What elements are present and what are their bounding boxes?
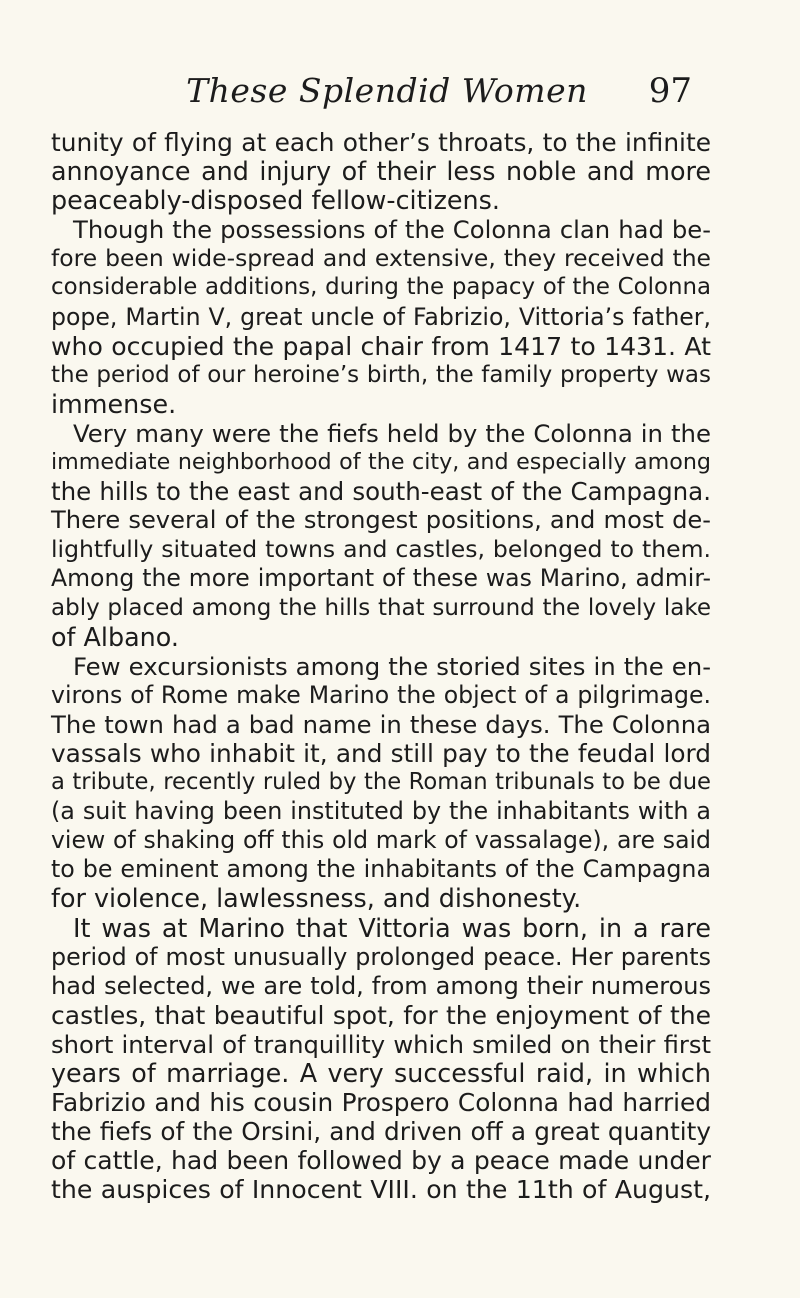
text-line: the auspices of Innocent VIII. on the 11th of August, — [51, 1175, 711, 1205]
text-line: pope, Martin V, great uncle of Fabrizio, Vittoria’s father, — [51, 302, 711, 331]
text-line: Fabrizio and his cousin Prospero Colonna had harried — [51, 1088, 711, 1118]
text-line: immediate neighborhood of the city, and especially among — [51, 449, 711, 476]
text-line: vassals who inhabit it, and still pay to the feudal lord — [51, 738, 711, 768]
text-line: who occupied the papal chair from 1417 to 1431. At — [51, 331, 711, 361]
text-line: peaceably-disposed fellow-citizens. — [51, 185, 500, 216]
text-line: the fiefs of the Orsini, and driven off a great quantity — [51, 1117, 711, 1147]
text-line: considerable additions, during the papacy of the Colonna — [51, 274, 711, 301]
text-line: ably placed among the hills that surround the lovely lake — [51, 594, 711, 621]
text-line: period of most unusually prolonged peace. Her parents — [51, 942, 711, 971]
text-line: view of shaking off this old mark of vassalage), are said — [51, 826, 711, 855]
text-line: Though the possessions of the Colonna clan had be- — [73, 215, 711, 245]
text-line: immense. — [51, 388, 177, 419]
text-line: castles, that beautiful spot, for the enjoyment of the — [51, 1000, 711, 1030]
text-line: to be eminent among the inhabitants of the Campagna — [51, 855, 711, 884]
text-line: virons of Rome make Marino the object of a pilgrimage. — [51, 680, 711, 709]
text-line: short interval of tranquillity which smiled on their first — [51, 1029, 711, 1059]
text-line: years of marriage. A very successful raid, in which — [51, 1058, 711, 1088]
text-line: fore been wide-spread and extensive, they received the — [51, 244, 711, 273]
text-line: lightfully situated towns and castles, belonged to them. — [51, 535, 711, 564]
page-number: 97 — [648, 71, 692, 111]
text-line: Among the more important of these was Marino, admir- — [51, 564, 711, 593]
text-line: There several of the strongest positions, and most de- — [51, 506, 711, 535]
text-line: of cattle, had been followed by a peace made under — [51, 1146, 711, 1176]
text-line: It was at Marino that Vittoria was born, in a rare — [73, 912, 711, 943]
running-head — [82, 66, 692, 116]
text-line: Few excursionists among the storied sites in the en- — [73, 651, 711, 681]
text-line: had selected, we are told, from among their numerous — [51, 971, 711, 1000]
text-line: Very many were the fiefs held by the Colonna in the — [73, 418, 711, 448]
text-line: the hills to the east and south-east of the Campagna. — [51, 477, 711, 507]
text-line: a tribute, recently ruled by the Roman tribunals to be due — [51, 769, 711, 796]
body-text — [51, 128, 711, 1204]
text-line: for violence, lawlessness, and dishonesty. — [51, 883, 582, 914]
text-line: the period of our heroine’s birth, the family property was — [51, 361, 711, 388]
text-line: The town had a bad name in these days. The Colonna — [51, 709, 711, 739]
text-line: annoyance and injury of their less noble and more — [51, 156, 711, 187]
text-line: of Albano. — [51, 621, 179, 652]
text-line: (a suit having been instituted by the inhabitants with a — [51, 797, 711, 826]
running-title: These Splendid Women — [186, 71, 588, 110]
text-line: tunity of flying at each other’s throats, to the infinite — [51, 128, 711, 157]
